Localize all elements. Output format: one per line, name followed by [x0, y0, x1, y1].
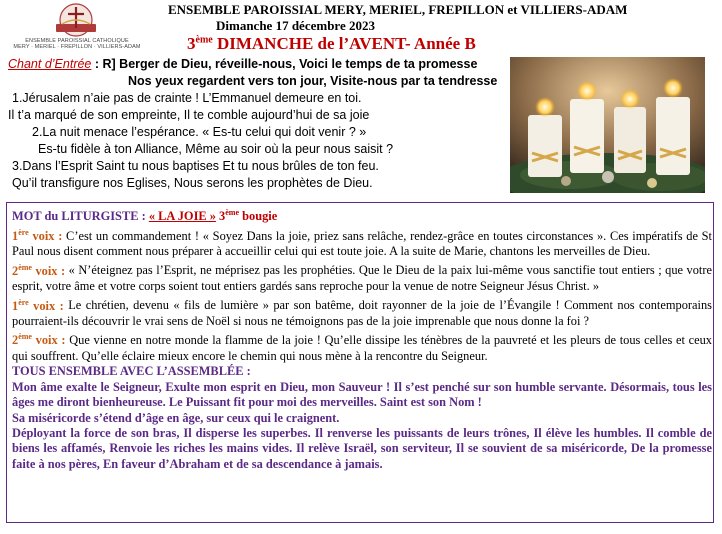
liturgist-title: MOT du LITURGISTE [12, 209, 139, 224]
document-title: ENSEMBLE PAROISSIAL MERY, MERIEL, FREPILLON et VILLIERS-ADAM [168, 2, 628, 17]
hymn-verse-line: Il t’a marqué de son empreinte, Il te comble aujourd’hui de sa joie [8, 108, 370, 122]
liturgist-content [12, 205, 712, 472]
voice-label: 2ème voix : [12, 332, 66, 348]
hymn-label-sep: : [91, 57, 103, 71]
logo-emblem [12, 2, 142, 38]
hymn-verse-line: Qu’il transfigure nos Eglises, Nous serons les prophètes de Dieu. [12, 176, 373, 190]
document-date: Dimanche 17 décembre 2023 [216, 18, 375, 33]
hymn-verse-line: Es-tu fidèle à ton Alliance, Même au soir où la peur nous saisit ? [38, 142, 394, 156]
voice-paragraph [12, 259, 712, 294]
hymn-verse-line: 3.Dans l’Esprit Saint tu nous baptises Et tu nous brûles de ton feu. [12, 159, 379, 173]
voice-text: Que vienne en notre monde la flamme de la joie ! Qu’elle dissipe les ténèbres de la pauvreté et les pleurs de tous celles et ceux qui souffrent. Qu’elle éclaire mieux encore le chemin qui nous mène à la rencontre du Seigneur. [12, 333, 712, 363]
voice-text: Le chrétien, devenu « fils de lumière » par son batême, doit rayonner de la joie de l’Évangile ! Comment nos contemporains pourraient-ils découvrir le vrai sens de Noël si nous ne témoignons pas de la joie imprenable que nous donne la foi ? [12, 298, 712, 328]
joy-label: « LA JOIE » [148, 209, 216, 224]
advent-candles-photo [510, 57, 705, 193]
advent-candles-image [510, 57, 705, 193]
liturgist-heading [12, 205, 712, 225]
magnificat-paragraph: Mon âme exalte le Seigneur, Exulte mon esprit en Dieu, mon Sauveur ! Il s’est penché sur son humble servante. Désormais, tous les âges me diront bienheureuse. Le Puissant fit pour moi des merveilles. Saint est son Nom ! [12, 379, 712, 410]
hymn-label: Chant d’Entrée [8, 57, 92, 71]
voice-label: 2ème voix : [12, 262, 66, 278]
hymn-verse-line: 2.La nuit menace l’espérance. « Es-tu celui qui doit venir ? » [32, 125, 367, 139]
voice-text: C’est un commandement ! « Soyez Dans la joie, priez sans relâche, rendez-grâce en toutes circonstances ». Ces impératifs de St Paul nous disent comment nous préparer à accueillir celui qui est toute joie. A la suite de Marie, chantons les merveilles de Dieu. [12, 228, 712, 259]
liturgist-title-sep: : [138, 209, 149, 224]
parish-logo [12, 2, 142, 50]
sunday-number: 3 [187, 34, 196, 53]
sunday-heading-text: DIMANCHE de l’AVENT- Année B [212, 34, 476, 53]
candle-label: bougie [239, 209, 278, 224]
voice-paragraph [12, 225, 712, 260]
hymn-refrain: R] Berger de Dieu, réveille-nous, Voici le temps de ta promesse [102, 57, 478, 71]
assembly-heading: TOUS ENSEMBLE AVEC L’ASSEMBLÉE : [12, 364, 251, 379]
logo-caption: ENSEMBLE PAROISSIAL CATHOLIQUE MERY · MERIEL · FREPILLON · VILLIERS-ADAM [13, 38, 141, 50]
voice-text: « N’éteignez pas l’Esprit, ne méprisez pas les prophéties. Que le Dieu de la paix lui-même vous sanctifie tout entiers ; que votre esprit, votre âme et votre corps soient tout entiers gardés sans reproche pour la venue de notre Seigneur Jésus Christ. » [12, 263, 713, 293]
hymn-refrain-2: Nos yeux regardent vers ton jour, Visite-nous par ta tendresse [128, 74, 498, 88]
sunday-heading [187, 34, 476, 54]
hymn-verse-line: 1.Jérusalem n’aie pas de crainte ! L’Emmanuel demeure en toi. [12, 91, 362, 105]
magnificat-paragraph: Sa miséricorde s’étend d’âge en âge, sur ceux qui le craignent. [12, 410, 340, 425]
voice-paragraph [12, 294, 712, 329]
candle-number: 3 [215, 209, 226, 224]
voice-paragraph [12, 329, 712, 364]
voice-label: 1ère voix : [12, 297, 64, 313]
sunday-number-suffix: ème [195, 34, 213, 46]
candle-number-suffix: ème [225, 208, 240, 217]
hymn-refrain-line [8, 56, 506, 73]
entrance-hymn [8, 56, 506, 192]
liturgist-box [6, 202, 714, 523]
voice-label: 1ère voix : [12, 227, 63, 243]
magnificat-paragraph: Déployant la force de son bras, Il disperse les superbes. Il renverse les puissants de leurs trônes, Il élève les humbles. Il comble de biens les affamés, Renvoie les riches les mains vides. Il relève Israël, son serviteur, Il se souvient de sa miséricorde, De la promesse faite à nos pères, En faveur d’Abraham et de sa descendance à jamais. [12, 425, 712, 471]
